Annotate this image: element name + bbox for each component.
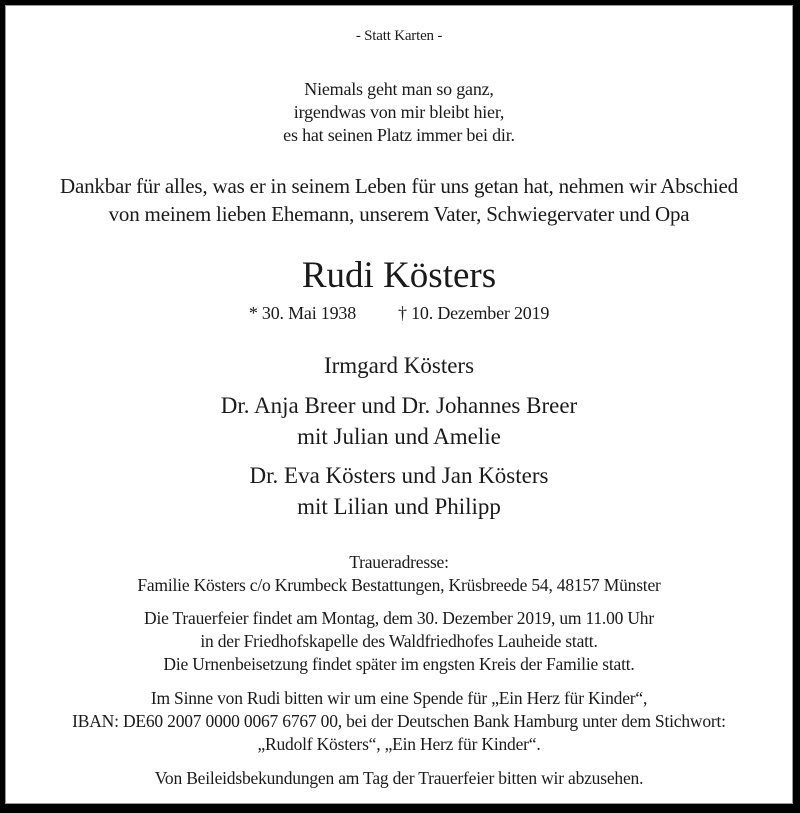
deceased-name: Rudi Kösters xyxy=(301,255,497,296)
intro-line: von meinem lieben Ehemann, unserem Vater, Schwiegervater und Opa xyxy=(108,202,690,226)
poem-line: Niemals geht man so ganz, xyxy=(304,79,494,99)
family-member: Dr. Eva Kösters und Jan Kösters xyxy=(249,463,549,488)
life-dates xyxy=(6,303,792,324)
closing-note: Von Beileidsbekundungen am Tag der Trauerfeier bitten wir abzusehen. xyxy=(154,768,644,788)
poem-line: es hat seinen Platz immer bei dir. xyxy=(283,125,515,145)
donation-keyword: „Rudolf Kösters“, „Ein Herz für Kinder“. xyxy=(257,734,541,754)
ceremony-line: in der Friedhofskapelle des Waldfriedhofes Lauheide statt. xyxy=(200,631,598,651)
family-member: mit Lilian und Philipp xyxy=(297,494,501,519)
intro-line: Dankbar für alles, was er in seinem Leben für uns getan hat, nehmen wir Abschied xyxy=(60,174,738,198)
death-date: † 10. Dezember 2019 xyxy=(398,303,550,323)
donation-line: Im Sinne von Rudi bitten wir um eine Spende für „Ein Herz für Kinder“, xyxy=(150,688,648,708)
poem-line: irgendwas von mir bleibt hier, xyxy=(293,102,505,122)
family-member: Irmgard Kösters xyxy=(323,353,475,378)
family-member: Dr. Anja Breer und Dr. Johannes Breer xyxy=(220,393,578,418)
obituary-notice xyxy=(5,5,793,804)
header-statt-karten: - Statt Karten - xyxy=(355,28,443,44)
birth-date: * 30. Mai 1938 xyxy=(248,303,357,323)
address-label: Traueradresse: xyxy=(349,552,449,572)
ceremony-line: Die Urnenbeisetzung findet später im engsten Kreis der Familie statt. xyxy=(163,654,635,674)
ceremony-line: Die Trauerfeier findet am Montag, dem 30. Dezember 2019, um 11.00 Uhr xyxy=(144,608,654,628)
donation-iban: IBAN: DE60 2007 0000 0067 6767 00, bei der Deutschen Bank Hamburg unter dem Stichwort: xyxy=(72,711,726,731)
family-member: mit Julian und Amelie xyxy=(297,424,501,449)
address-value: Familie Kösters c/o Krumbeck Bestattungen, Krüsbreede 54, 48157 Münster xyxy=(137,575,661,595)
